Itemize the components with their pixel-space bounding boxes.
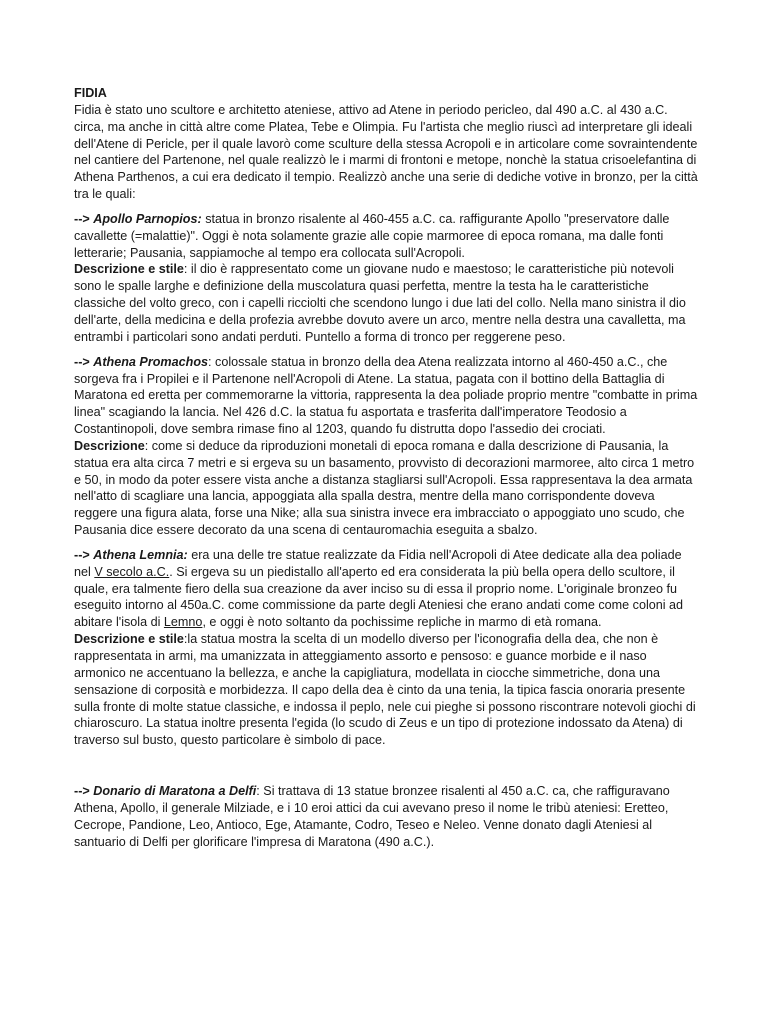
section-arrow: --> — [74, 211, 90, 226]
section-athena-lemnia — [74, 547, 698, 749]
link-lemno[interactable]: Lemno — [163, 615, 203, 630]
description-text: :la statua mostra la scelta di un modello diverso per l'iconografia della dea, che non è rappresentata in armi, ma umanizzata in atteggiamento assorto e pensoso: e guance morbide e il naso armonico ne accentuano la bellezza, e anche la capigliatura, modellata in ciocche simmetriche, dona una sensazione di corposità e morbidezza. Il capo della dea è cinto da una tenia, la tipica fascia onoraria presente sulla fronte di molte statue classiche, e indossa il peplo, nele cui pieghe si possono riscontrare notevoli giochi di chiaroscuro. La statua inoltre presenta l'egida (lo scudo di Zeus e un tipo di protezione indossato da Atena) di traverso sul busto, questo particolare è simbolo di pace. — [74, 632, 696, 748]
section-apollo-heading-paragraph — [74, 211, 698, 262]
section-apollo-parnopios — [74, 211, 698, 346]
section-title: Athena Lemnia: — [93, 547, 188, 562]
description-text: : come si deduce da riproduzioni monetali di epoca romana e dalla descrizione di Pausania, la statua era alta circa 7 metri e si ergeva su un basamento, provvisto di decorazioni marmoree, alto circa 1 metro e 50, in modo da poter essere vista anche a distanza stagliarsi sull'Acropoli. Essa rappresentava la dea armata nell'atto di scagliare una lancia, appoggiata alla spalla destra, mentre della mano corrispondente doveva reggere una figura alata, forse una Nike; alla sua sinistra invece era imbracciato o appoggiato uno scudo, che Pausania dice essere decorato da una scena di centauromachia eseguita a sbalzo. — [74, 438, 695, 538]
section-athena-promachos — [74, 354, 698, 539]
section-title: Apollo Parnopios: — [93, 211, 202, 226]
section-apollo-description — [74, 261, 698, 345]
description-label: Descrizione e stile — [74, 632, 184, 647]
section-text-end: , e oggi è noto soltanto da pochissime repliche in marmo di età romana. — [202, 615, 602, 630]
section-arrow: --> — [74, 547, 90, 562]
section-text: : colossale statua in bronzo della dea Atena realizzata intorno al 460-450 a.C., che sorgeva fra i Propilei e il Partenone nell'Acropoli di Atene. La statua, pagata con il bottino della Battaglia di Maratona ed eretta per commemorarne la vittoria, rappresenta la dea poliade proprio mentre "combatte in prima linea" scagiando la lancia. Nel 426 d.C. la statua fu asportata e trasferita dall'imperatore Teodosio a Costantinopoli, dove sembra rimase fino al 1203, quando fu distrutta dopo l'assedio dei crociati. — [74, 354, 698, 437]
link-v-secolo[interactable]: V secolo a.C. — [94, 564, 170, 579]
section-donario-paragraph — [74, 783, 698, 850]
section-text: : Si trattava di 13 statue bronzee risalenti al 450 a.C. ca, che raffiguravano Athena, Apollo, il generale Milziade, e i 10 eroi attici da cui avevano preso il nome le tribù ateniesi: Eretteo, Cecrope, Pandione, Leo, Antioco, Ege, Atamante, Codro, Teseo e Neleo. Venne donato dagli Ateniesi al santuario di Delfi per glorificare l'impresa di Maratona (490 a.C.). — [74, 784, 670, 849]
section-lemnia-heading-paragraph — [74, 547, 698, 631]
document-title: FIDIA — [74, 86, 107, 100]
section-title: Donario di Maratona a Delfi — [93, 784, 257, 799]
section-title: Athena Promachos — [93, 354, 209, 369]
section-text: statua in bronzo risalente al 460-455 a.C. ca. raffigurante Apollo "preservatore dalle cavallette (=malattie)". Oggi è nota solamente grazie alle copie marmoree di epoca romana, ma dalle fonti letterarie; Pausania, sappiamoche al tempo era collocata sull'Acropoli. — [74, 211, 670, 260]
section-text-continued: . Si ergeva su un piedistallo all'aperto ed era considerata la più bella opera dello scultore, il quale, era talmente fiero della sua creazione da aver inciso su di essa il proprio nome. L'originale bronzeo fu eseguito intorno al 450a.C. come commissione da parte degli Ateniesi che erano andati come come coloni ad abitare l'isola di — [74, 564, 684, 630]
description-label: Descrizione e stile — [74, 262, 184, 277]
intro-paragraph: Fidia è stato uno scultore e architetto ateniese, attivo ad Atene in periodo pericleo, dal 490 a.C. al 430 a.C. circa, ma anche in città altre come Platea, Tebe e Olimpia. Fu l'artista che meglio riuscì ad interpretare gli ideali dell'Atene di Pericle, per il quale lavorò come sculture della stessa Acropoli e in articolare come sovraintendente nel cantiere del Partenone, nel quale realizzò le i marmi di frontoni e metope, nonchè la statua crisoelefantina di Athena Parthenos, a cui era dedicato il tempio. Realizzò anche una serie di dediche votive in bronzo, per la città tra le quali: — [74, 102, 698, 202]
section-text: era una delle tre statue realizzate da Fidia nell'Acropoli di Atee dedicate alla dea poliade nel — [74, 547, 682, 579]
document-page — [74, 85, 698, 850]
section-donario-maratona — [74, 783, 698, 850]
section-lemnia-description — [74, 631, 698, 749]
section-arrow: --> — [74, 784, 90, 799]
description-label: Descrizione — [74, 438, 145, 453]
section-promachos-description — [74, 438, 698, 539]
section-arrow: --> — [74, 354, 90, 369]
section-promachos-heading-paragraph — [74, 354, 698, 438]
description-text: : il dio è rappresentato come un giovane nudo e maestoso; le caratteristiche più notevoli sono le spalle larghe e definizione della muscolatura quasi perfetta, mentre la testa ha le caratteristiche classiche del volto greco, con i capelli ricciolti che scendono lungo i due lati del collo. Nella mano sinistra il dio dell'arte, della medicina e della profezia avrebbe dovuto avere un arco, mentre nella destra una cavalletta, ma entrambi i particolari sono andati perduti. Puntello a forma di tronco per reggerene peso. — [74, 262, 686, 344]
